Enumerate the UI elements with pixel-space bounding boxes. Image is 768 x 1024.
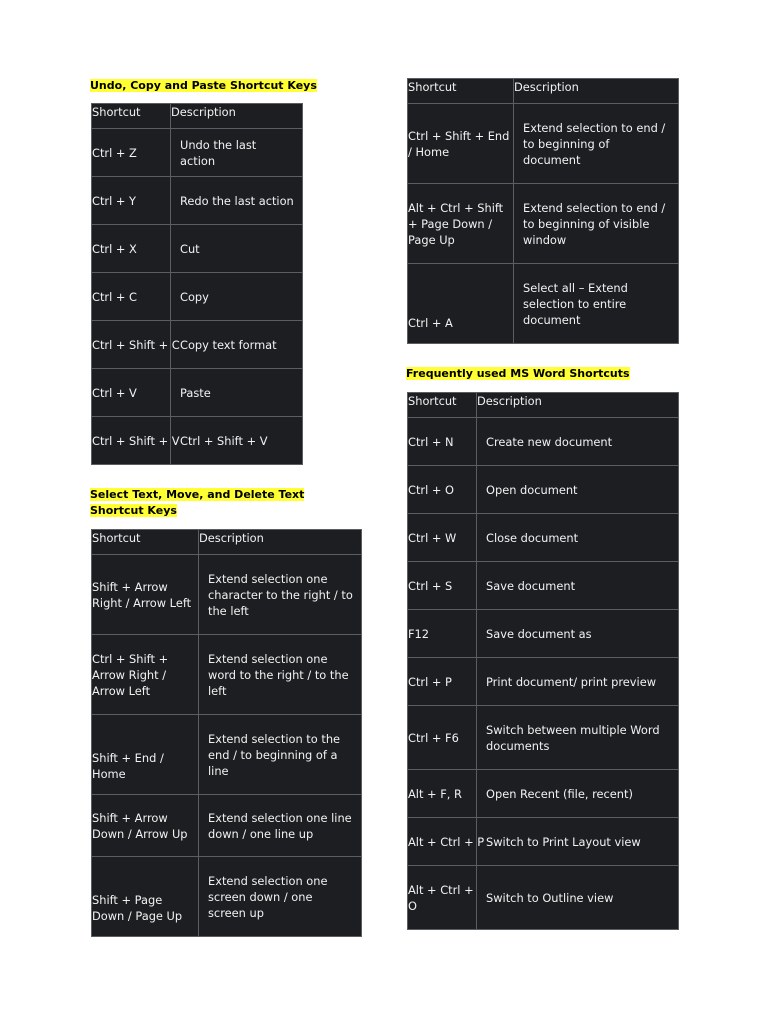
shortcut-key: Ctrl + F6	[408, 706, 477, 770]
col-shortcut: Shortcut	[408, 393, 477, 418]
table-row	[408, 104, 679, 184]
table-row	[408, 770, 679, 818]
heading-frequent-word: Frequently used MS Word Shortcuts	[406, 367, 630, 380]
col-description: Description	[171, 104, 303, 129]
table-row	[408, 184, 679, 264]
shortcut-key: Alt + Ctrl + P	[408, 818, 477, 866]
table-row	[408, 418, 679, 466]
shortcut-desc: Undo the last action	[171, 129, 303, 177]
col-shortcut: Shortcut	[408, 79, 514, 104]
table-row	[408, 818, 679, 866]
table-row	[408, 706, 679, 770]
heading-undo-copy-paste: Undo, Copy and Paste Shortcut Keys	[90, 79, 317, 92]
table-row	[92, 369, 303, 417]
shortcut-key: Ctrl + Shift + V	[92, 417, 171, 465]
shortcut-key: Alt + F, R	[408, 770, 477, 818]
shortcut-desc: Paste	[171, 369, 303, 417]
shortcut-desc: Copy	[171, 273, 303, 321]
col-description: Description	[514, 79, 679, 104]
shortcut-desc: Extend selection to the end / to beginning of a line	[199, 715, 362, 795]
heading-select-move-delete: Select Text, Move, and Delete Text Shortcut Keys	[90, 488, 305, 517]
table-row	[92, 635, 362, 715]
shortcut-desc: Print document/ print preview	[477, 658, 679, 706]
table-select-move-delete	[91, 529, 362, 937]
table-row	[92, 225, 303, 273]
table-row	[408, 466, 679, 514]
shortcut-desc: Close document	[477, 514, 679, 562]
shortcut-key: Ctrl + P	[408, 658, 477, 706]
shortcut-desc: Extend selection one character to the right / to the left	[199, 555, 362, 635]
shortcut-key: Shift + End / Home	[92, 715, 199, 795]
table-row	[408, 610, 679, 658]
table-row	[408, 264, 679, 344]
table-row	[92, 795, 362, 857]
col-description: Description	[199, 530, 362, 555]
shortcut-desc: Switch between multiple Word documents	[477, 706, 679, 770]
col-shortcut: Shortcut	[92, 530, 199, 555]
shortcut-key: Shift + Arrow Down / Arrow Up	[92, 795, 199, 857]
table-row	[92, 177, 303, 225]
shortcut-desc: Extend selection one screen down / one screen up	[199, 857, 362, 937]
shortcut-key: Ctrl + C	[92, 273, 171, 321]
shortcut-desc: Extend selection to end / to beginning of document	[514, 104, 679, 184]
shortcut-key: Ctrl + Z	[92, 129, 171, 177]
shortcut-key: Ctrl + V	[92, 369, 171, 417]
table-header	[92, 104, 303, 129]
shortcut-desc: Extend selection one word to the right / to the left	[199, 635, 362, 715]
table-row	[408, 866, 679, 930]
table-row	[408, 658, 679, 706]
col-description: Description	[477, 393, 679, 418]
shortcut-desc: Switch to Outline view	[477, 866, 679, 930]
table-extend-selection	[407, 78, 679, 344]
shortcut-desc: Save document	[477, 562, 679, 610]
col-shortcut: Shortcut	[92, 104, 171, 129]
table-row	[92, 715, 362, 795]
shortcut-desc: Extend selection to end / to beginning of visible window	[514, 184, 679, 264]
shortcut-key: Shift + Page Down / Page Up	[92, 857, 199, 937]
shortcut-key: Ctrl + A	[408, 264, 514, 344]
shortcut-desc: Ctrl + Shift + V	[171, 417, 303, 465]
table-undo-copy-paste	[91, 103, 303, 465]
shortcut-key: Alt + Ctrl + O	[408, 866, 477, 930]
table-row	[92, 555, 362, 635]
table-row	[92, 417, 303, 465]
table-header	[408, 393, 679, 418]
shortcut-key: Ctrl + Shift + End / Home	[408, 104, 514, 184]
shortcut-key: Ctrl + X	[92, 225, 171, 273]
shortcut-desc: Copy text format	[171, 321, 303, 369]
shortcut-desc: Cut	[171, 225, 303, 273]
shortcut-key: Ctrl + N	[408, 418, 477, 466]
table-frequent-word	[407, 392, 679, 930]
shortcut-key: Ctrl + Shift + C	[92, 321, 171, 369]
shortcut-key: Ctrl + S	[408, 562, 477, 610]
table-header	[92, 530, 362, 555]
shortcut-desc: Extend selection one line down / one line up	[199, 795, 362, 857]
shortcut-key: Alt + Ctrl + Shift + Page Down / Page Up	[408, 184, 514, 264]
table-row	[408, 562, 679, 610]
shortcut-desc: Open Recent (file, recent)	[477, 770, 679, 818]
shortcut-key: Shift + Arrow Right / Arrow Left	[92, 555, 199, 635]
shortcut-desc: Redo the last action	[171, 177, 303, 225]
shortcut-desc: Open document	[477, 466, 679, 514]
table-row	[408, 514, 679, 562]
shortcut-key: Ctrl + Shift + Arrow Right / Arrow Left	[92, 635, 199, 715]
shortcut-desc: Switch to Print Layout view	[477, 818, 679, 866]
shortcut-key: F12	[408, 610, 477, 658]
shortcut-desc: Create new document	[477, 418, 679, 466]
table-header	[408, 79, 679, 104]
shortcut-key: Ctrl + Y	[92, 177, 171, 225]
table-row	[92, 129, 303, 177]
shortcut-key: Ctrl + W	[408, 514, 477, 562]
shortcut-desc: Save document as	[477, 610, 679, 658]
shortcut-key: Ctrl + O	[408, 466, 477, 514]
table-row	[92, 321, 303, 369]
table-row	[92, 857, 362, 937]
table-row	[92, 273, 303, 321]
shortcut-desc: Select all – Extend selection to entire document	[514, 264, 679, 344]
